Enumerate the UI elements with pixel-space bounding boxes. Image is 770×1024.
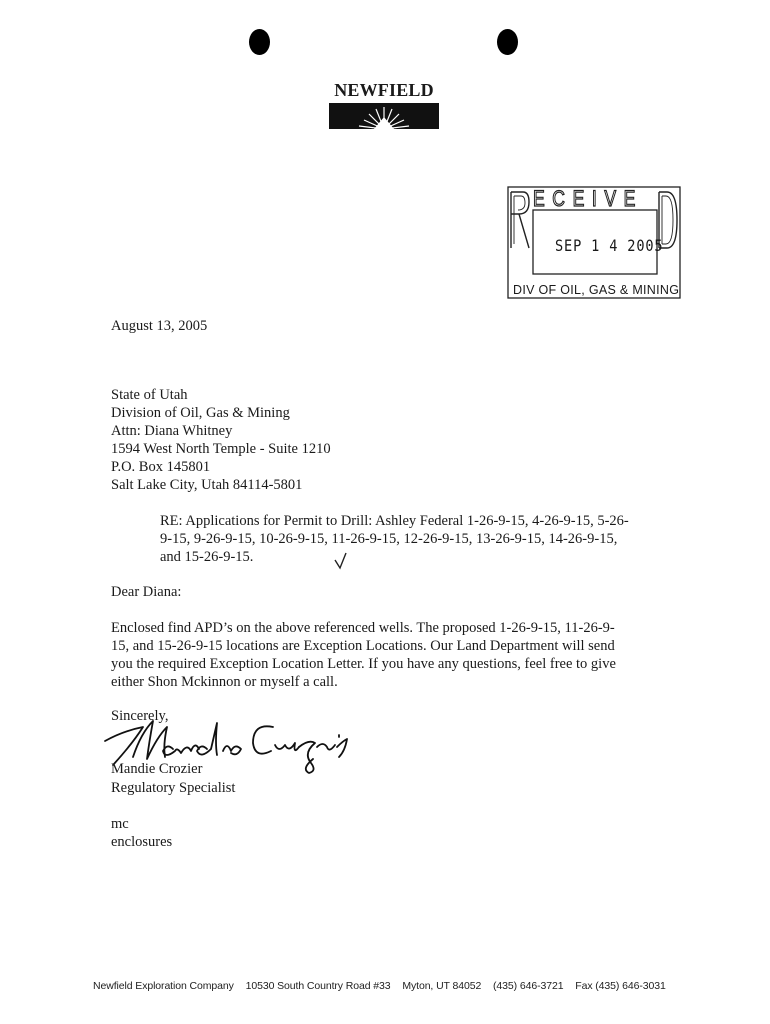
footer-phone: (435) 646-3721 <box>493 980 564 992</box>
stamp-letter: C <box>552 186 566 211</box>
recipient-address <box>111 386 331 494</box>
letter-date: August 13, 2005 <box>111 318 208 334</box>
handwritten-check-icon <box>334 552 348 570</box>
address-line: Division of Oil, Gas & Mining <box>111 405 290 421</box>
stamp-letter: V <box>604 186 617 211</box>
stamp-date: SEP 1 4 2005 <box>555 236 664 255</box>
enclosures-note: enclosures <box>111 834 173 850</box>
company-logo-text: NEWFIELD <box>334 80 434 100</box>
punch-hole-right <box>497 29 518 55</box>
subject-line-text: and 15-26-9-15. <box>160 549 254 565</box>
footer-city: Myton, UT 84052 <box>402 980 482 992</box>
letterhead-footer <box>93 980 675 992</box>
body-line: Enclosed find APD’s on the above referenced wells. The proposed 1-26-9-15, 11-26-9- <box>111 620 615 636</box>
punch-hole-left <box>249 29 270 55</box>
stamp-letter: E <box>572 186 585 211</box>
body-line: either Shon Mckinnon or myself a call. <box>111 674 338 690</box>
address-line: Attn: Diana Whitney <box>111 423 233 439</box>
body-line: 15, and 15-26-9-15 locations are Exception Locations. Our Land Department will send <box>111 638 615 654</box>
stamp-letter: E <box>533 186 545 211</box>
footer-fax: Fax (435) 646-3031 <box>575 980 666 992</box>
footer-company: Newfield Exploration Company <box>93 980 234 992</box>
signer-title: Regulatory Specialist <box>111 780 236 796</box>
address-line: Salt Lake City, Utah 84114-5801 <box>111 477 303 493</box>
subject-line-text: 9-15, 9-26-9-15, 10-26-9-15, 11-26-9-15, 12-26-9-15, 13-26-9-15, 14-26-9-15, <box>160 531 618 547</box>
footer-address: 10530 South Country Road #33 <box>245 980 391 992</box>
subject-line <box>160 512 660 566</box>
salutation: Dear Diana: <box>111 584 182 600</box>
stamp-letter: I <box>591 186 597 211</box>
signer-name: Mandie Crozier <box>111 761 203 777</box>
stamp-letter: E <box>623 186 636 211</box>
address-line: 1594 West North Temple - Suite 1210 <box>111 441 331 457</box>
body-paragraph <box>111 619 616 691</box>
stamp-received-letters <box>533 186 635 212</box>
typist-initials: mc <box>111 816 129 832</box>
body-line: you the required Exception Location Letter. If you have any questions, feel free to give <box>111 656 616 672</box>
stamp-division: DIV OF OIL, GAS & MINING <box>513 283 680 297</box>
closing: Sincerely, <box>111 708 169 724</box>
subject-line-text: RE: Applications for Permit to Drill: Ashley Federal 1-26-9-15, 4-26-9-15, 5-26- <box>160 513 629 529</box>
address-line: P.O. Box 145801 <box>111 459 211 475</box>
address-line: State of Utah <box>111 387 188 403</box>
sunburst-logo-icon <box>329 103 439 129</box>
